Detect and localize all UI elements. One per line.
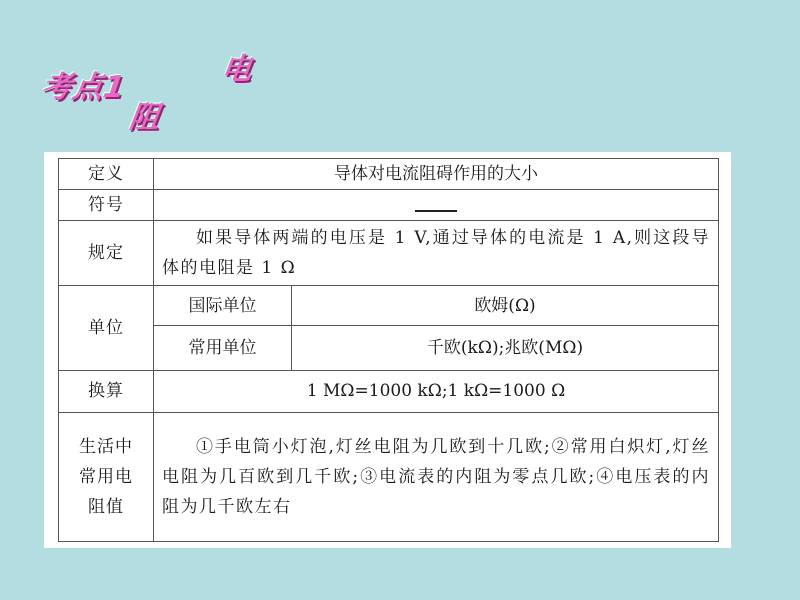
life-label <box>59 412 154 541</box>
life-label-line-1: 生活中 <box>79 436 133 457</box>
table-row-definition <box>59 159 719 190</box>
table-row-rule <box>59 221 719 286</box>
table-row-unit-intl <box>59 285 719 325</box>
section-title-char-2: 阻 <box>127 100 162 135</box>
table-row-life <box>59 412 719 541</box>
fill-in-blank <box>415 210 457 212</box>
life-label-line-3: 阻值 <box>88 496 124 517</box>
conversion-value: 1 MΩ=1000 kΩ;1 kΩ=1000 Ω <box>154 370 719 412</box>
definition-label: 定义 <box>59 159 154 190</box>
life-label-line-2: 常用电 <box>79 466 133 487</box>
table-row-unit-common <box>59 326 719 370</box>
unit-common-label: 常用单位 <box>154 326 292 370</box>
content-sheet <box>44 152 731 548</box>
definition-value: 导体对电流阻碍作用的大小 <box>154 159 719 190</box>
rule-label: 规定 <box>59 221 154 286</box>
unit-intl-value: 欧姆(Ω) <box>292 285 719 325</box>
section-title: 考点1 <box>39 70 128 105</box>
unit-label: 单位 <box>59 285 154 370</box>
symbol-blank-cell <box>154 190 719 221</box>
resistance-table <box>58 158 719 542</box>
rule-value: 如果导体两端的电压是 1 V,通过导体的电流是 1 A,则这段导体的电阻是 1 Ω <box>154 221 719 286</box>
table-row-symbol <box>59 190 719 221</box>
unit-intl-label: 国际单位 <box>154 285 292 325</box>
unit-common-value: 千欧(kΩ);兆欧(MΩ) <box>292 326 719 370</box>
table-row-conversion <box>59 370 719 412</box>
life-value: ①手电筒小灯泡,灯丝电阻为几欧到十几欧;②常用白炽灯,灯丝电阻为几百欧到几千欧;③电流表的内阻为零点几欧;④电压表的内阻为几千欧左右 <box>154 412 719 541</box>
conversion-label: 换算 <box>59 370 154 412</box>
section-title-char-1: 电 <box>219 52 254 87</box>
symbol-label: 符号 <box>59 190 154 221</box>
